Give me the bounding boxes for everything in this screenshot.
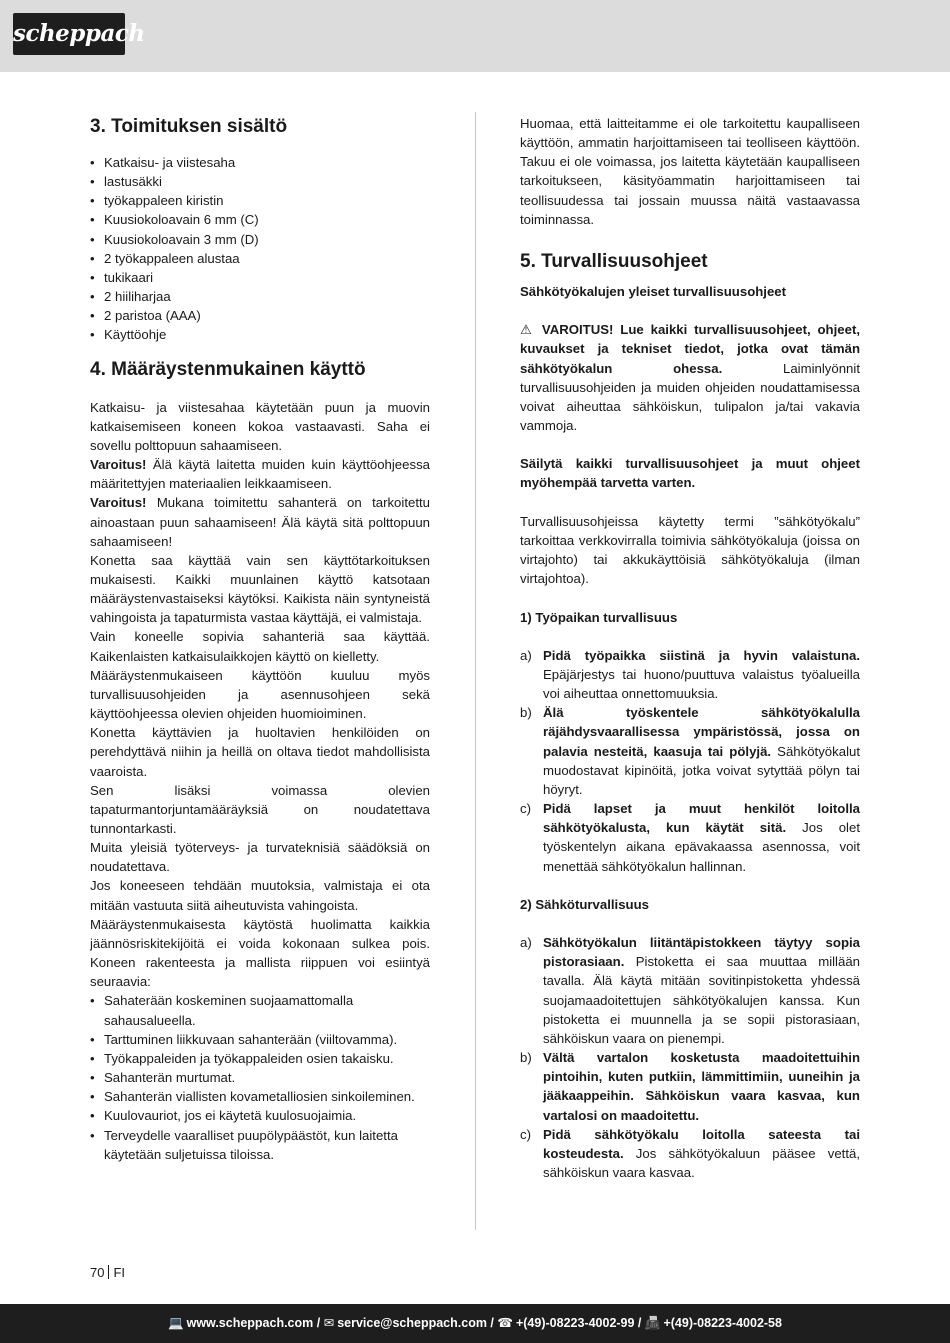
left-column bbox=[90, 114, 430, 1164]
electrical-safety-list bbox=[520, 933, 860, 1182]
right-column bbox=[520, 114, 860, 1182]
paragraph: Vain koneelle sopivia sahanteriä saa käyttää. Kaikenlaisten katkaisulaikkojen käyttö on kielletty. bbox=[90, 629, 430, 664]
warning-bold-text: VAROITUS! Lue kaikki turvallisuusohjeet, ohjeet, kuvaukset ja tekniset tiedot, jotka ovat tämän sähkötyökalun ohessa. bbox=[520, 322, 861, 376]
section-3-title: 3. Toimituksen sisältö bbox=[90, 116, 288, 137]
paragraph: Määräystenmukaiseen käyttöön kuuluu myös turvallisuusohjeiden ja asennusohjeen sekä käyttöohjeessa olevien ohjeiden huomioiminen. bbox=[90, 667, 430, 722]
list-item: • Katkaisu- ja viistesaha bbox=[90, 153, 430, 172]
website-link[interactable]: www.scheppach.com / bbox=[186, 1316, 321, 1330]
column-divider bbox=[475, 112, 476, 1230]
paragraph: Katkaisu- ja viistesahaa käytetään puun ja muovin katkaisemiseen koneen kokoa vastaavasti. Saha ei sovellu polttopuun sahaamiseen. bbox=[90, 399, 430, 453]
paragraph: Määräystenmukaisesta käytöstä huolimatta kaikkia jäännösriskitekijöitä ei voida kokonaan sulkea pois. Koneen rakenteesta ja mallista riippuen voi esiintyä seuraavia: bbox=[90, 916, 430, 990]
list-item: • Kuulovauriot, jos ei käytetä kuulosuojaimia. bbox=[90, 1106, 430, 1125]
section-5-title: 5. Turvallisuusohjeet bbox=[520, 250, 708, 272]
list-item: a) Pidä työpaikka siistinä ja hyvin valaistuna. Epäjärjestys tai huono/puuttuva valaistus työalueilla voi aiheuttaa onnettomuuksia. bbox=[520, 647, 860, 702]
mail-icon: ✉ bbox=[323, 1316, 335, 1330]
paragraph: Turvallisuusohjeissa käytetty termi ”sähkötyökalu” tarkoittaa verkkovirralla toimivia sähkötyökaluja (joissa on virtajohto) tai akkukäyttöisiä sähkötyökaluja (ilman virtajohtoa). bbox=[520, 513, 860, 587]
paragraph: Muita yleisiä työterveys- ja turvateknisiä säädöksiä on noudatettava. bbox=[90, 840, 430, 875]
workplace-safety-subheading: 1) Työpaikan turvallisuus bbox=[520, 609, 678, 625]
list-item: b) Älä työskentele sähkötyökalulla räjähdysvaarallisessa ympäristössä, jossa on palavia nesteitä, kaasuja tai pölyjä. Sähkötyökalut muodostavat kipinöitä, jotka voivat sytyttää pölyn tai höyryt. bbox=[520, 705, 860, 797]
warning-triangle-icon: ⚠ bbox=[520, 322, 536, 338]
list-item: • Kuusiokoloavain 3 mm (D) bbox=[90, 230, 430, 249]
paragraph: Konetta saa käyttää vain sen käyttötarkoituksen mukaisesti. Kaikki muunlainen käyttö katsotaan määräystenvastaiseksi käytöksi. Kaikista näin syntyneistä vahingoista ja tapaturmista vastaa käyttäjä, ei valmistaja. bbox=[90, 552, 430, 626]
list-item: c) Pidä sähkötyökalu loitolla sateesta tai kosteudesta. Jos sähkötyökaluun pääsee vettä, sähköiskun vaara kasvaa. bbox=[520, 1126, 860, 1181]
phone-number: +(49)-08223-4002-99 / bbox=[515, 1316, 642, 1330]
list-item: • työkappaleen kiristin bbox=[90, 191, 430, 210]
warning-text: Älä käytä laitetta muiden kuin käyttöohjeessa määritettyjen materiaalien leikkaamiseen. bbox=[90, 457, 430, 492]
delivery-contents-list bbox=[90, 153, 430, 345]
fax-number: +(49)-08223-4002-58 bbox=[663, 1316, 782, 1330]
warning-text: Laiminlyönnit turvallisuusohjeiden ja muiden ohjeiden noudattamisessa voivat aiheuttaa sähköiskun, tulipalon ja/tai vakavia vammoja. bbox=[520, 360, 860, 434]
paragraph: Jos koneeseen tehdään muutoksia, valmistaja ei ota mitään vastuuta siitä aiheutuvista vahingoista. bbox=[90, 878, 430, 913]
list-item: • 2 paristoa (AAA) bbox=[90, 306, 430, 325]
workplace-safety-list bbox=[520, 646, 860, 876]
list-item: • Työkappaleiden ja työkappaleiden osien takaisku. bbox=[90, 1049, 430, 1068]
list-item: • lastusäkki bbox=[90, 172, 430, 191]
page-number-value: 70 bbox=[90, 1265, 105, 1280]
warning-paragraph bbox=[520, 320, 860, 435]
warning-paragraph bbox=[90, 493, 430, 550]
phone-icon: ☎ bbox=[497, 1316, 513, 1330]
list-item: c) Pidä lapset ja muut henkilöt loitolla sähkötyökalusta, kun käytät sitä. Jos olet työskentelyn aikana epävakaassa asennossa, voit menettää sähkötyökalun hallinnan. bbox=[520, 801, 860, 874]
list-item: • Sahaterään koskeminen suojaamattomalla sahausalueella. bbox=[90, 991, 430, 1029]
warning-label: Varoitus! bbox=[90, 457, 147, 473]
keep-instructions-note: Säilytä kaikki turvallisuusohjeet ja muut ohjeet myöhempää tarvetta varten. bbox=[520, 456, 860, 491]
section-4-title: 4. Määräystenmukainen käyttö bbox=[90, 358, 366, 380]
list-item: • Tarttuminen liikkuvaan sahanterään (viiltovamma). bbox=[90, 1030, 430, 1049]
footer-contact-bar bbox=[0, 1304, 950, 1343]
paragraph: Konetta käyttävien ja huoltavien henkilöiden on perehdyttävä niihin ja heillä on oltava tiedot mahdollisista vaaroista. bbox=[90, 725, 430, 779]
list-item: • Käyttöohje bbox=[90, 325, 430, 344]
list-item: • Kuusiokoloavain 6 mm (C) bbox=[90, 210, 430, 229]
fax-icon: 📠 bbox=[644, 1316, 661, 1330]
list-item: b) Vältä vartalon kosketusta maadoitettuihin pintoihin, kuten putkiin, lämmittimiin, uuneihin ja jääkaappeihin. Sähköiskun vaara kasvaa, kun vartalosi on maadoitettu. bbox=[520, 1050, 860, 1123]
paragraph: Sen lisäksi voimassa olevien tapaturmantorjuntamääräyksiä on noudatettava tunnontarkasti. bbox=[90, 782, 430, 836]
computer-icon: 💻 bbox=[168, 1316, 184, 1330]
residual-risks-list bbox=[90, 991, 430, 1163]
list-item: • 2 hiiliharjaa bbox=[90, 287, 430, 306]
list-item: a) Sähkötyökalun liitäntäpistokkeen täytyy sopia pistorasiaan. Pistoketta ei saa muuttaa millään tavalla. Älä käytä mitään sovitinpistoketta yhdessä suojamaadoitettujen sähkötyökalujen kanssa. Kun pistoketta ei muunnella ja se sopii pistorasiaan, sähköiskun vaara on pienempi. bbox=[520, 935, 860, 1046]
list-item: • Sahanterän viallisten kovametalliosien sinkoileminen. bbox=[90, 1087, 430, 1106]
warning-label: Varoitus! bbox=[90, 495, 147, 511]
language-code: FI bbox=[113, 1265, 126, 1280]
list-item: • tukikaari bbox=[90, 268, 430, 287]
email-link[interactable]: service@scheppach.com / bbox=[337, 1316, 494, 1330]
electrical-safety-subheading: 2) Sähköturvallisuus bbox=[520, 896, 649, 912]
scheppach-logo: scheppach bbox=[13, 13, 125, 55]
list-item: • Sahanterän murtumat. bbox=[90, 1068, 430, 1087]
header-band bbox=[0, 0, 950, 72]
page-number bbox=[90, 1265, 125, 1280]
list-item: • 2 työkappaleen alustaa bbox=[90, 249, 430, 268]
paragraph: Huomaa, että laitteitamme ei ole tarkoitettu kaupalliseen käyttöön, ammatin harjoittamiseen tai teolliseen käyttöön. Takuu ei ole voimassa, jos laitetta käytetään kaupalliseen tarkoitukseen, käsityöammatin harjoittamiseen tai teollisuudessa tai jossain muussa näitä vastaavassa toiminnassa. bbox=[520, 116, 860, 227]
warning-paragraph bbox=[90, 455, 430, 493]
general-safety-subheading: Sähkötyökalujen yleiset turvallisuusohjeet bbox=[520, 283, 787, 299]
list-item: • Terveydelle vaaralliset puupölypäästöt, kun laitetta käytetään suljetuissa tiloissa. bbox=[90, 1126, 430, 1164]
warning-text: Mukana toimitettu sahanterä on tarkoitettu ainoastaan puun sahaamiseen! Älä käytä sitä polttopuun sahaamiseen! bbox=[90, 495, 430, 549]
